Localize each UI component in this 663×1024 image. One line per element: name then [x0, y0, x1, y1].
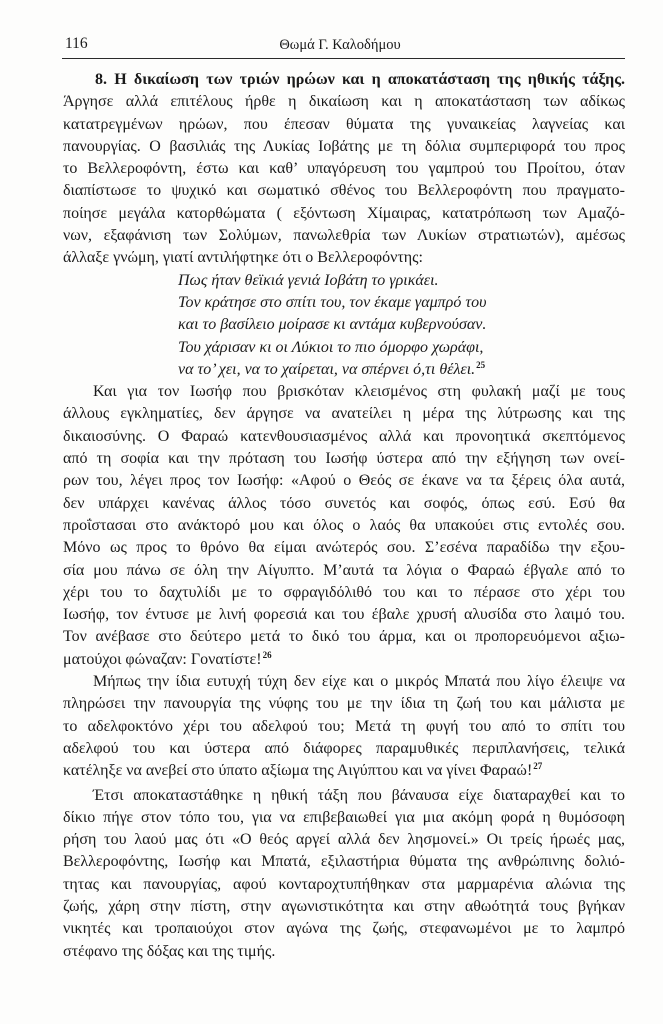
text-line: αδελφού του και ύστερα από διάφορες παραμυθικές περιπλανήσεις, τελικά	[63, 739, 625, 757]
text-line: χέρι του το δαχτυλίδι με το σφραγιδόλιθό του και το πέρασε στο χέρι του	[63, 583, 625, 601]
text-line: άλλαξε γνώμη, γιατί αντιλήφτηκε ότι ο Βελλεροφόντης:	[63, 249, 423, 267]
text-line: Έτσι αποκαταστάθηκε η ηθική τάξη που βάναυσα είχε διαταραχθεί και το	[93, 786, 625, 804]
text-line: πανουργίας. Ο βασιλιάς της Λυκίας Ιοβάτης με τη δόλια συμπεριφορά του προς	[63, 137, 625, 155]
text-line: νικητές και τροπαιούχοι στον αγώνα της ζωής, στεφανωμένοι με το λαμπρό	[63, 920, 625, 938]
text-line: ρήση του λαού μας ότι «Ο θεός αργεί αλλά δεν λησμονεί.» Οι τρείς ήρωές μας,	[63, 831, 625, 849]
footnote-ref: 27	[533, 761, 543, 772]
text-block	[63, 69, 625, 963]
text-line	[63, 760, 625, 782]
text-line: στέφανο της δόξας και της τιμής.	[63, 942, 276, 960]
text-line: Τον ανέβασε στο δεύτερο μετά το δικό του άρμα, και οι προπορευόμενοι αξιω-	[63, 628, 625, 646]
text-line: ρων του, λέγει προς τον Ιωσήφ: «Αφού ο Θεός σε έκανε να τα ξέρεις όλα αυτά,	[63, 472, 625, 490]
text-line-content: ματούχοι φώναζαν: Γονατίστε!	[63, 650, 262, 668]
section-heading: 8. Η δικαίωση των τριών ηρώων και η αποκατάσταση της ηθικής τάξης.	[95, 71, 625, 88]
text-line: άλλους εγκληματίες, δεν άργησε να ανατείλει η μέρα της λύτρωσης και της	[63, 405, 625, 423]
verse-line-text: να το’ χει, να το χαίρεται, να σπέρνει ό,τι θέλει.	[178, 360, 476, 378]
text-line: το Βελλεροφόντη, έστω και καθ’ υπαγόρευση του γαμπρού του Προίτου, όταν	[63, 160, 625, 178]
footnote-ref: 26	[262, 649, 272, 660]
text-line: νων, εξαφάνιση των Σολύμων, πανωλεθρία των Λυκίων στρατιωτών), αμέσως	[63, 227, 625, 245]
text-line: Μήπως την ίδια ευτυχή τύχη δεν είχε και ο μικρός Μπατά που λίγο έλειψε να	[93, 673, 625, 691]
text-line-content: κατέληξε να ανεβεί στο ύπατο αξίωμα της Αιγύπτου και να γίνει Φαραώ!	[63, 762, 533, 780]
text-line: Και για τον Ιωσήφ που βρισκόταν κλεισμένος στη φυλακή μαζί με τους	[93, 383, 625, 401]
text-line: ποίησε μεγάλα κατορθώματα ( εξόντωση Χίμαιρας, κατατρόπωση των Αμαζό-	[63, 204, 625, 222]
text-line: διαπίστωσε το ψυχικό και σωματικό σθένος του Βελλεροφόντη που πραγματο-	[63, 182, 625, 200]
text-line: Άργησε αλλά επιτέλους ήρθε η δικαίωση και η αποκατάσταση των αδίκως	[63, 93, 625, 111]
verse-line: και το βασίλειο μοίρασε κι αντάμα κυβερνούσαν.	[178, 316, 487, 334]
text-line: Βελλεροφόντης, Ιωσήφ και Μπατά, εξιλαστήρια θύματα της ανθρώπινης δολιό-	[63, 853, 625, 871]
text-line	[63, 649, 625, 671]
text-line: Ιωσήφ, τον έντυσε με λινή φορεσιά και του έβαλε χρυσή αλυσίδα στο λαιμό του.	[63, 606, 625, 624]
verse-line: Του χάρισαν κι οι Λύκιοι το πιο όμορφο χωράφι,	[178, 338, 484, 356]
text-line: Μόνο ως προς το θρόνο θα είμαι ανώτερός σου. Σ’εσένα παραδίδω την εξου-	[63, 539, 625, 557]
text-line: δικαιοσύνης. Ο Φαραώ κατενθουσιασμένος αλλά και προνοητικά σκεπτόμενος	[63, 427, 625, 445]
text-line: δεν υπάρχει κανένας άλλος τόσο συνετός και σοφός, όπως εσύ. Εσύ θα	[63, 494, 625, 512]
text-line: το αδελφοκτόνο χέρι του αδελφού του; Μετά τη φυγή του από το σπίτι του	[63, 717, 625, 735]
text-line: πληρώσει την πανουργία της νύφης του με την ίδια τη ζωή του και μάλιστα με	[63, 695, 625, 713]
text-line: τητας και πανουργίας, αφού κονταροχτυπήθηκαν στα μαρμαρένια αλώνια της	[63, 875, 625, 893]
text-line: ζωής, χάρη στην πίστη, στην αγωνιστικότητα και στην αθωότητά τους βγήκαν	[63, 897, 625, 915]
verse-line: Τον κράτησε στο σπίτι του, τον έκαμε γαμπρό του	[178, 293, 487, 311]
verse-line	[63, 359, 625, 381]
text-line: δίκιο πήγε στον τόπο του, για να επιβεβαιωθεί για μια ακόμη φορά η θυμόσοφη	[63, 808, 625, 826]
header-rule	[62, 58, 625, 59]
text-line: σία μου πάνω σε όλη την Αίγυπτο. Μ’αυτά τα λόγια ο Φαραώ έβγαλε από το	[63, 561, 625, 579]
text-line: προΐστασαι στο ανάκτορό μου και όλος ο λαός θα υπακούει στις εντολές σου.	[63, 516, 625, 534]
running-title: Θωμά Γ. Καλοδήμου	[279, 37, 401, 53]
verse-line: Πως ήταν θεϊκιά γενιά Ιοβάτη το γρικάει.	[178, 271, 439, 289]
text-line: κατατρεγμένων ηρώων, που έπεσαν θύματα της γυναικείας λαγνείας και	[63, 115, 625, 133]
footnote-ref: 25	[476, 359, 486, 370]
page-number: 116	[65, 35, 88, 52]
text-line: από τη σοφία και την πρόταση του Ιωσήφ ύστερα από την εξήγηση των ονεί-	[63, 450, 625, 468]
